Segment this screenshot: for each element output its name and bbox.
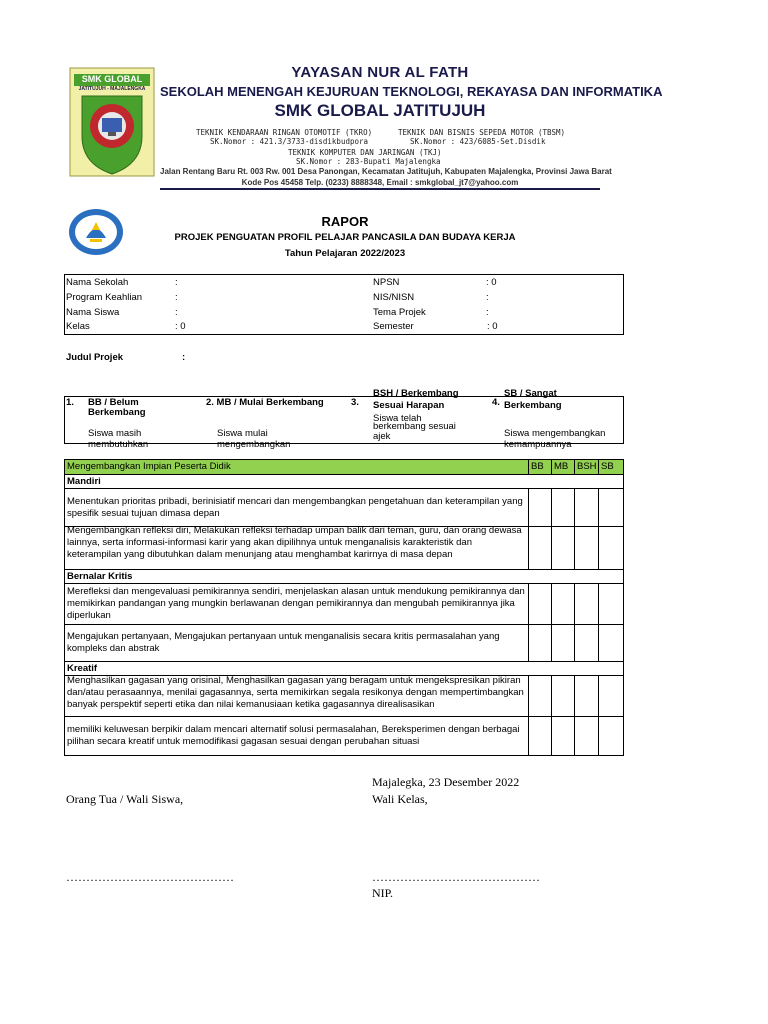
student-name-value: :: [175, 307, 178, 318]
school-contact: Kode Pos 45458 Telp. (0233) 8888348, Email : smkglobal_jt7@yahoo.com: [241, 178, 519, 187]
nis-label: NIS/NISN: [373, 292, 415, 303]
rating-cell-bsh[interactable]: [575, 676, 599, 717]
legend-mb-desc: Siswa mulai: [217, 428, 268, 439]
legend-bb-desc: Siswa masih: [88, 428, 142, 439]
school-type: SEKOLAH MENENGAH KEJURUAN TEKNOLOGI, REKAYASA DAN INFORMATIKA: [160, 84, 663, 99]
table-header-row: [65, 460, 624, 475]
place-date: Majalegka, 23 Desember 2022: [372, 775, 520, 789]
rating-cell-mb[interactable]: [552, 584, 575, 625]
rating-cell-sb[interactable]: [599, 717, 624, 756]
project-title-label: Judul Projek: [66, 352, 124, 363]
rating-cell-bb[interactable]: [529, 625, 552, 662]
homeroom-teacher-label: Wali Kelas,: [372, 792, 428, 806]
rating-cell-bsh[interactable]: [575, 584, 599, 625]
rating-cell-sb[interactable]: [599, 527, 624, 570]
rating-cell-sb[interactable]: [599, 489, 624, 527]
table-row: [65, 489, 624, 527]
legend-bb-line2: Berkembang: [88, 407, 146, 418]
legend-number-1: 1.: [66, 397, 74, 408]
rating-cell-sb[interactable]: [599, 676, 624, 717]
rating-cell-mb[interactable]: [552, 676, 575, 717]
rating-cell-sb[interactable]: [599, 625, 624, 662]
table-header-title: Mengembangkan Impian Peserta Didik: [65, 460, 529, 475]
yayasan-name: YAYASAN NUR AL FATH: [291, 64, 469, 81]
nis-value: :: [486, 292, 489, 303]
legend-number-4: 4.: [492, 397, 500, 408]
nip-label: NIP.: [372, 886, 394, 900]
school-name-label: Nama Sekolah: [66, 277, 129, 288]
letterhead-divider: [160, 188, 600, 190]
table-row: [65, 584, 624, 625]
school-name: SMK GLOBAL JATITUJUH: [274, 101, 486, 120]
report-title: RAPOR: [321, 214, 369, 229]
student-info-box: [64, 274, 624, 335]
dimension-kreatif: Kreatif: [65, 662, 624, 676]
legend-bsh: Sesuai Harapan: [373, 400, 445, 411]
semester-value: : 0: [487, 321, 498, 332]
rating-cell-mb[interactable]: [552, 717, 575, 756]
dimension-mandiri: Mandiri: [65, 475, 624, 489]
rating-cell-bsh[interactable]: [575, 717, 599, 756]
dimension-row-bernalar: [65, 570, 624, 584]
legend-sb-top: SB / Sangat: [504, 388, 557, 399]
rating-cell-bb[interactable]: [529, 717, 552, 756]
semester-label: Semester: [373, 321, 414, 332]
legend-bsh-desc: ajek: [373, 431, 391, 442]
npsn-label: NPSN: [373, 277, 400, 288]
rating-cell-bsh[interactable]: [575, 489, 599, 527]
item-bernalar-1: Merefleksi dan mengevaluasi pemikirannya sendiri, menjelaskan alasan untuk mendukung pemikirannya dan memikirkan pandangan yang mungkin berlawanan dengan pemikirannya dan mengubah pemikirannya jika diperlukan: [65, 584, 529, 625]
program-3-sk: SK.Nomor : 283-Bupati Majalengka: [296, 157, 441, 166]
item-bernalar-2: Mengajukan pertanyaan, Mengajukan pertanyaan untuk menganalisis secara kritis permasalahan yang kompleks dan abstrak: [65, 625, 529, 662]
rating-cell-mb[interactable]: [552, 625, 575, 662]
program-value: :: [175, 292, 178, 303]
rating-cell-sb[interactable]: [599, 584, 624, 625]
legend-bsh-desc-top: Siswa telah: [373, 413, 422, 424]
program-1-sk: SK.Nomor : 421.3/3733-disdikbudpora: [210, 137, 369, 146]
rating-cell-bb[interactable]: [529, 676, 552, 717]
npsn-value: : 0: [486, 277, 497, 288]
column-bb: BB: [529, 460, 552, 475]
legend-sb: Berkembang: [504, 400, 562, 411]
item-mandiri-1: Menentukan prioritas pribadi, berinisiatif mencari dan mengembangkan pengetahuan dan keterampilan yang spesifik sesuai tujuan dimasa depan: [65, 489, 529, 527]
class-label: Kelas: [66, 321, 90, 332]
table-row: [65, 625, 624, 662]
table-row: [65, 676, 624, 717]
teacher-signature-line: ……………………………………: [372, 870, 540, 884]
column-sb: SB: [599, 460, 624, 475]
legend-number-3: 3.: [351, 397, 359, 408]
column-mb: MB: [552, 460, 575, 475]
project-theme-label: Tema Projek: [373, 307, 426, 318]
rating-cell-bsh[interactable]: [575, 625, 599, 662]
parent-signature-line: ……………………………………: [66, 870, 234, 884]
table-row: [65, 717, 624, 756]
item-kreatif-2: memiliki keluwesan berpikir dalam mencari alternatif solusi permasalahan, Bereksperimen dengan berbagai pilihan secara kreatif untuk memodifikasi gagasan sesuai dengan perubahan situasi: [65, 717, 529, 756]
logo-text-top: SMK GLOBAL: [81, 74, 143, 84]
legend-bb-desc-2: membutuhkan: [88, 439, 149, 450]
rating-cell-bsh[interactable]: [575, 527, 599, 570]
school-address: Jalan Rentang Baru Rt. 003 Rw. 001 Desa Panongan, Kecamatan Jatitujuh, Kabupaten Majalengka, Provinsi Jawa Barat: [160, 167, 612, 176]
program-label: Program Keahlian: [66, 292, 143, 303]
program-1-name: TEKNIK KENDARAAN RINGAN OTOMOTIF (TKRO): [196, 128, 373, 137]
legend-bsh-desc-mid: berkembang sesuai: [373, 421, 456, 432]
rating-cell-bb[interactable]: [529, 489, 552, 527]
rating-legend: [64, 388, 624, 450]
item-mandiri-2: Mengembangkan refleksi diri, Melakukan refleksi terhadap umpan balik dari teman, guru, dan orang dewasa lainnya, serta informasi-informasi karir yang akan dipilihnya untuk menganalisis karakteristik dan keterampilan yang dibutuhkan dalam menunjang atau menghambat karirnya di masa depan: [67, 525, 522, 560]
legend-sb-desc: Siswa mengembangkan: [504, 428, 606, 439]
academic-year: Tahun Pelajaran 2022/2023: [284, 248, 406, 259]
legend-bsh-top: BSH / Berkembang: [373, 388, 459, 399]
student-name-label: Nama Siswa: [66, 307, 120, 318]
legend-mb: 2. MB / Mulai Berkembang: [206, 397, 324, 408]
rating-cell-mb[interactable]: [552, 489, 575, 527]
item-kreatif-1: Menghasilkan gagasan yang orisinal, Menghasilkan gagasan yang beragam untuk mengekspresikan pikiran dan/atau perasaannya, menilai gagasannya, serta memikirkan segala resikonya dengan mempertimbangkan banyak perspektif seperti etika dan nilai kemanusiaan ketika gagasannya direalisasikan: [67, 674, 524, 710]
dimension-row-mandiri: [65, 475, 624, 489]
project-title-colon: :: [182, 352, 186, 363]
parent-signature-label: Orang Tua / Wali Siswa,: [66, 792, 184, 806]
dimension-bernalar-kritis: Bernalar Kritis: [65, 570, 624, 584]
report-subtitle: PROJEK PENGUATAN PROFIL PELAJAR PANCASILA DAN BUDAYA KERJA: [174, 232, 516, 243]
school-name-value: :: [175, 277, 178, 288]
class-value: : 0: [175, 321, 186, 332]
table-row: [65, 527, 624, 570]
rating-cell-mb[interactable]: [552, 527, 575, 570]
program-2-name: TEKNIK DAN BISNIS SEPEDA MOTOR (TBSM): [398, 128, 566, 137]
program-2-sk: SK.Nomor : 423/6085-Set.Disdik: [410, 137, 546, 146]
project-theme-value: :: [486, 307, 489, 318]
rating-cell-bb[interactable]: [529, 584, 552, 625]
dimension-row-kreatif: [65, 662, 624, 676]
legend-bb-line1: BB / Belum: [88, 397, 139, 408]
column-bsh: BSH: [575, 460, 599, 475]
rating-cell-bb[interactable]: [529, 527, 552, 570]
legend-mb-desc-2: mengembangkan: [217, 439, 291, 450]
logo-text-bottom: JATITUJUH - MAJALENGKA: [78, 86, 146, 92]
assessment-table: [64, 459, 624, 756]
program-3-name: TEKNIK KOMPUTER DAN JARINGAN (TKJ): [288, 148, 442, 157]
legend-sb-desc-2: kemampuannya: [504, 439, 572, 450]
